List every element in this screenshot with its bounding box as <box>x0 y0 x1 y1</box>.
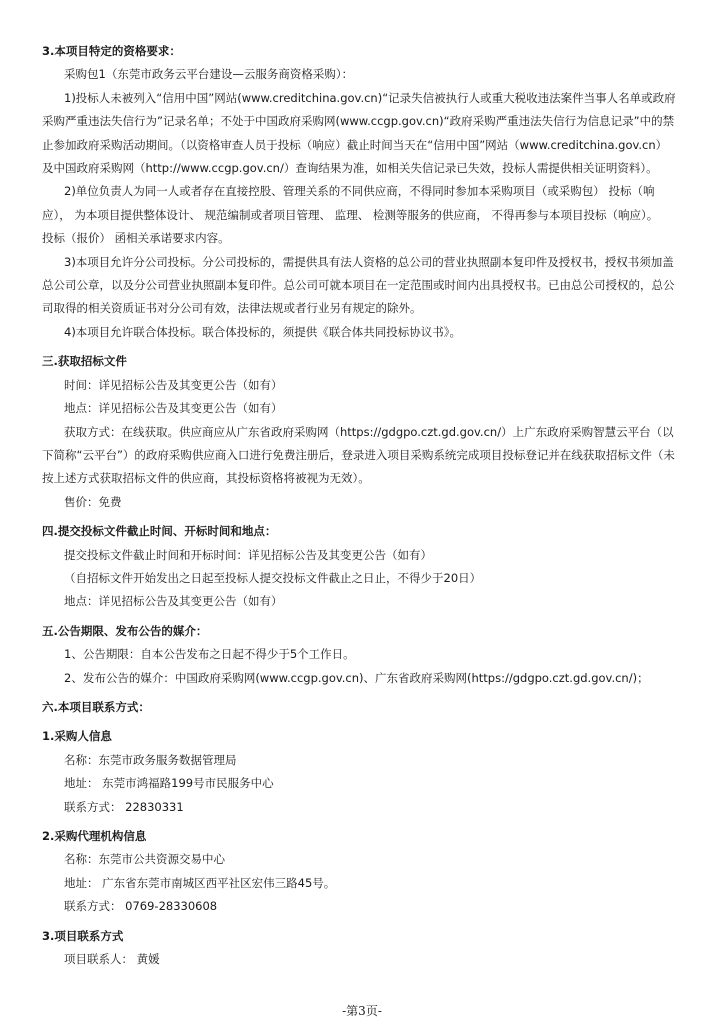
section-contact-title: 六.本项目联系方式： <box>42 699 150 714</box>
submit-note: （自招标文件开始发出之日起至投标人提交投标文件截止之日止，不得少于20日） <box>64 570 482 585</box>
requirement-1-line-2: 采购严重违法失信行为”记录名单；不处于中国政府采购网(www.ccgp.gov.cn)“政府采购严重违法失信行为信息记录”中的禁 <box>42 114 675 129</box>
requirement-2-line-2: 应）， 为本项目提供整体设计、 规范编制或者项目管理、 监理、 检测等服务的供应商， 不得再参与本项目投标（响应）。 <box>42 207 659 222</box>
requirement-3-line-2: 总公司公章，以及分公司营业执照副本复印件。总公司可就本项目在一定范围或时间内出具授权书。已由总公司授权的，总公 <box>42 278 675 293</box>
buyer-phone: 联系方式： 22830331 <box>64 799 184 814</box>
agency-phone: 联系方式： 0769-28330608 <box>64 899 218 914</box>
requirement-1-line-3: 止参加政府采购活动期间。（以资格审查人员于投标（响应）截止时间当天在“信用中国”网站（www.creditchina.gov.cn） <box>42 137 668 152</box>
package-label: 采购包1（东莞市政务云平台建设—云服务商资格采购）： <box>64 67 354 82</box>
agency-address: 地址： 广东省东莞市南城区西平社区宏伟三路45号。 <box>64 875 336 890</box>
section-submit-title: 四.提交投标文件截止时间、开标时间和地点： <box>42 524 277 539</box>
get-time: 时间：详见招标公告及其变更公告（如有） <box>64 377 283 392</box>
buyer-info-title: 1.采购人信息 <box>42 729 112 744</box>
requirement-2-line-1: 2)单位负责人为同一人或者存在直接控股、管理关系的不同供应商，不得同时参加本采购项目（或采购包） 投标（响 <box>64 184 655 199</box>
agency-name: 名称：东莞市公共资源交易中心 <box>64 852 225 867</box>
buyer-address: 地址： 东莞市鸿福路199号市民服务中心 <box>64 776 274 791</box>
requirement-2-line-3: 投标（报价） 函相关承诺要求内容。 <box>42 231 230 246</box>
notice-media: 2、发布公告的媒介：中国政府采购网(www.ccgp.gov.cn)、广东省政府采购网(https://gdgpo.czt.gd.gov.cn/)； <box>64 670 649 685</box>
page-number: -第3页- <box>342 1004 382 1018</box>
get-method-line-3: 按上述方式获取招标文件的供应商，其投标资格将被视为无效）。 <box>42 471 370 486</box>
section-notice-title: 五.公告期限、发布公告的媒介： <box>42 623 208 638</box>
buyer-name: 名称：东莞市政务服务数据管理局 <box>64 752 237 767</box>
notice-period: 1、公告期限：自本公告发布之日起不得少于5个工作日。 <box>64 647 355 662</box>
submit-time: 提交投标文件截止时间和开标时间：详见招标公告及其变更公告（如有） <box>64 547 432 562</box>
document-body <box>42 40 690 971</box>
requirement-3-line-3: 司取得的相关资质证书对分公司有效，法律法规或者行业另有规定的除外。 <box>42 301 422 316</box>
submit-place: 地点：详见招标公告及其变更公告（如有） <box>64 594 283 609</box>
requirement-3-line-1: 3)本项目允许分公司投标。分公司投标的，需提供具有法人资格的总公司的营业执照副本复印件及授权书，授权书须加盖 <box>64 254 674 269</box>
agency-info-title: 2.采购代理机构信息 <box>42 829 147 843</box>
get-method-line-1: 获取方式：在线获取。供应商应从广东省政府采购网（https://gdgpo.czt.gd.gov.cn/）上广东政府采购智慧云平台（以 <box>64 424 674 439</box>
section-get-documents-title: 三.获取招标文件 <box>42 354 127 369</box>
project-contact-person: 项目联系人： 黄媛 <box>64 952 160 967</box>
project-contact-title: 3.项目联系方式 <box>42 928 124 943</box>
requirement-1-line-1: 1)投标人未被列入“信用中国”网站(www.creditchina.gov.cn)“记录失信被执行人或重大税收违法案件当事人名单或政府 <box>64 90 676 105</box>
requirement-4: 4)本项目允许联合体投标。联合体投标的，须提供《联合体共同投标协议书》。 <box>64 324 462 339</box>
get-place: 地点：详见招标公告及其变更公告（如有） <box>64 401 283 416</box>
get-price: 售价：免费 <box>64 494 122 509</box>
get-method-line-2: 下简称“云平台”）的政府采购供应商入口进行免费注册后，登录进入项目采购系统完成项目投标登记并在线获取招标文件（未 <box>42 447 675 462</box>
requirement-1-line-4: 及中国政府采购网（http://www.ccgp.gov.cn/）查询结果为准，如相关失信记录已失效，投标人需提供相关证明资料）。 <box>42 161 658 176</box>
section-qualification-title: 3.本项目特定的资格要求： <box>42 44 181 58</box>
